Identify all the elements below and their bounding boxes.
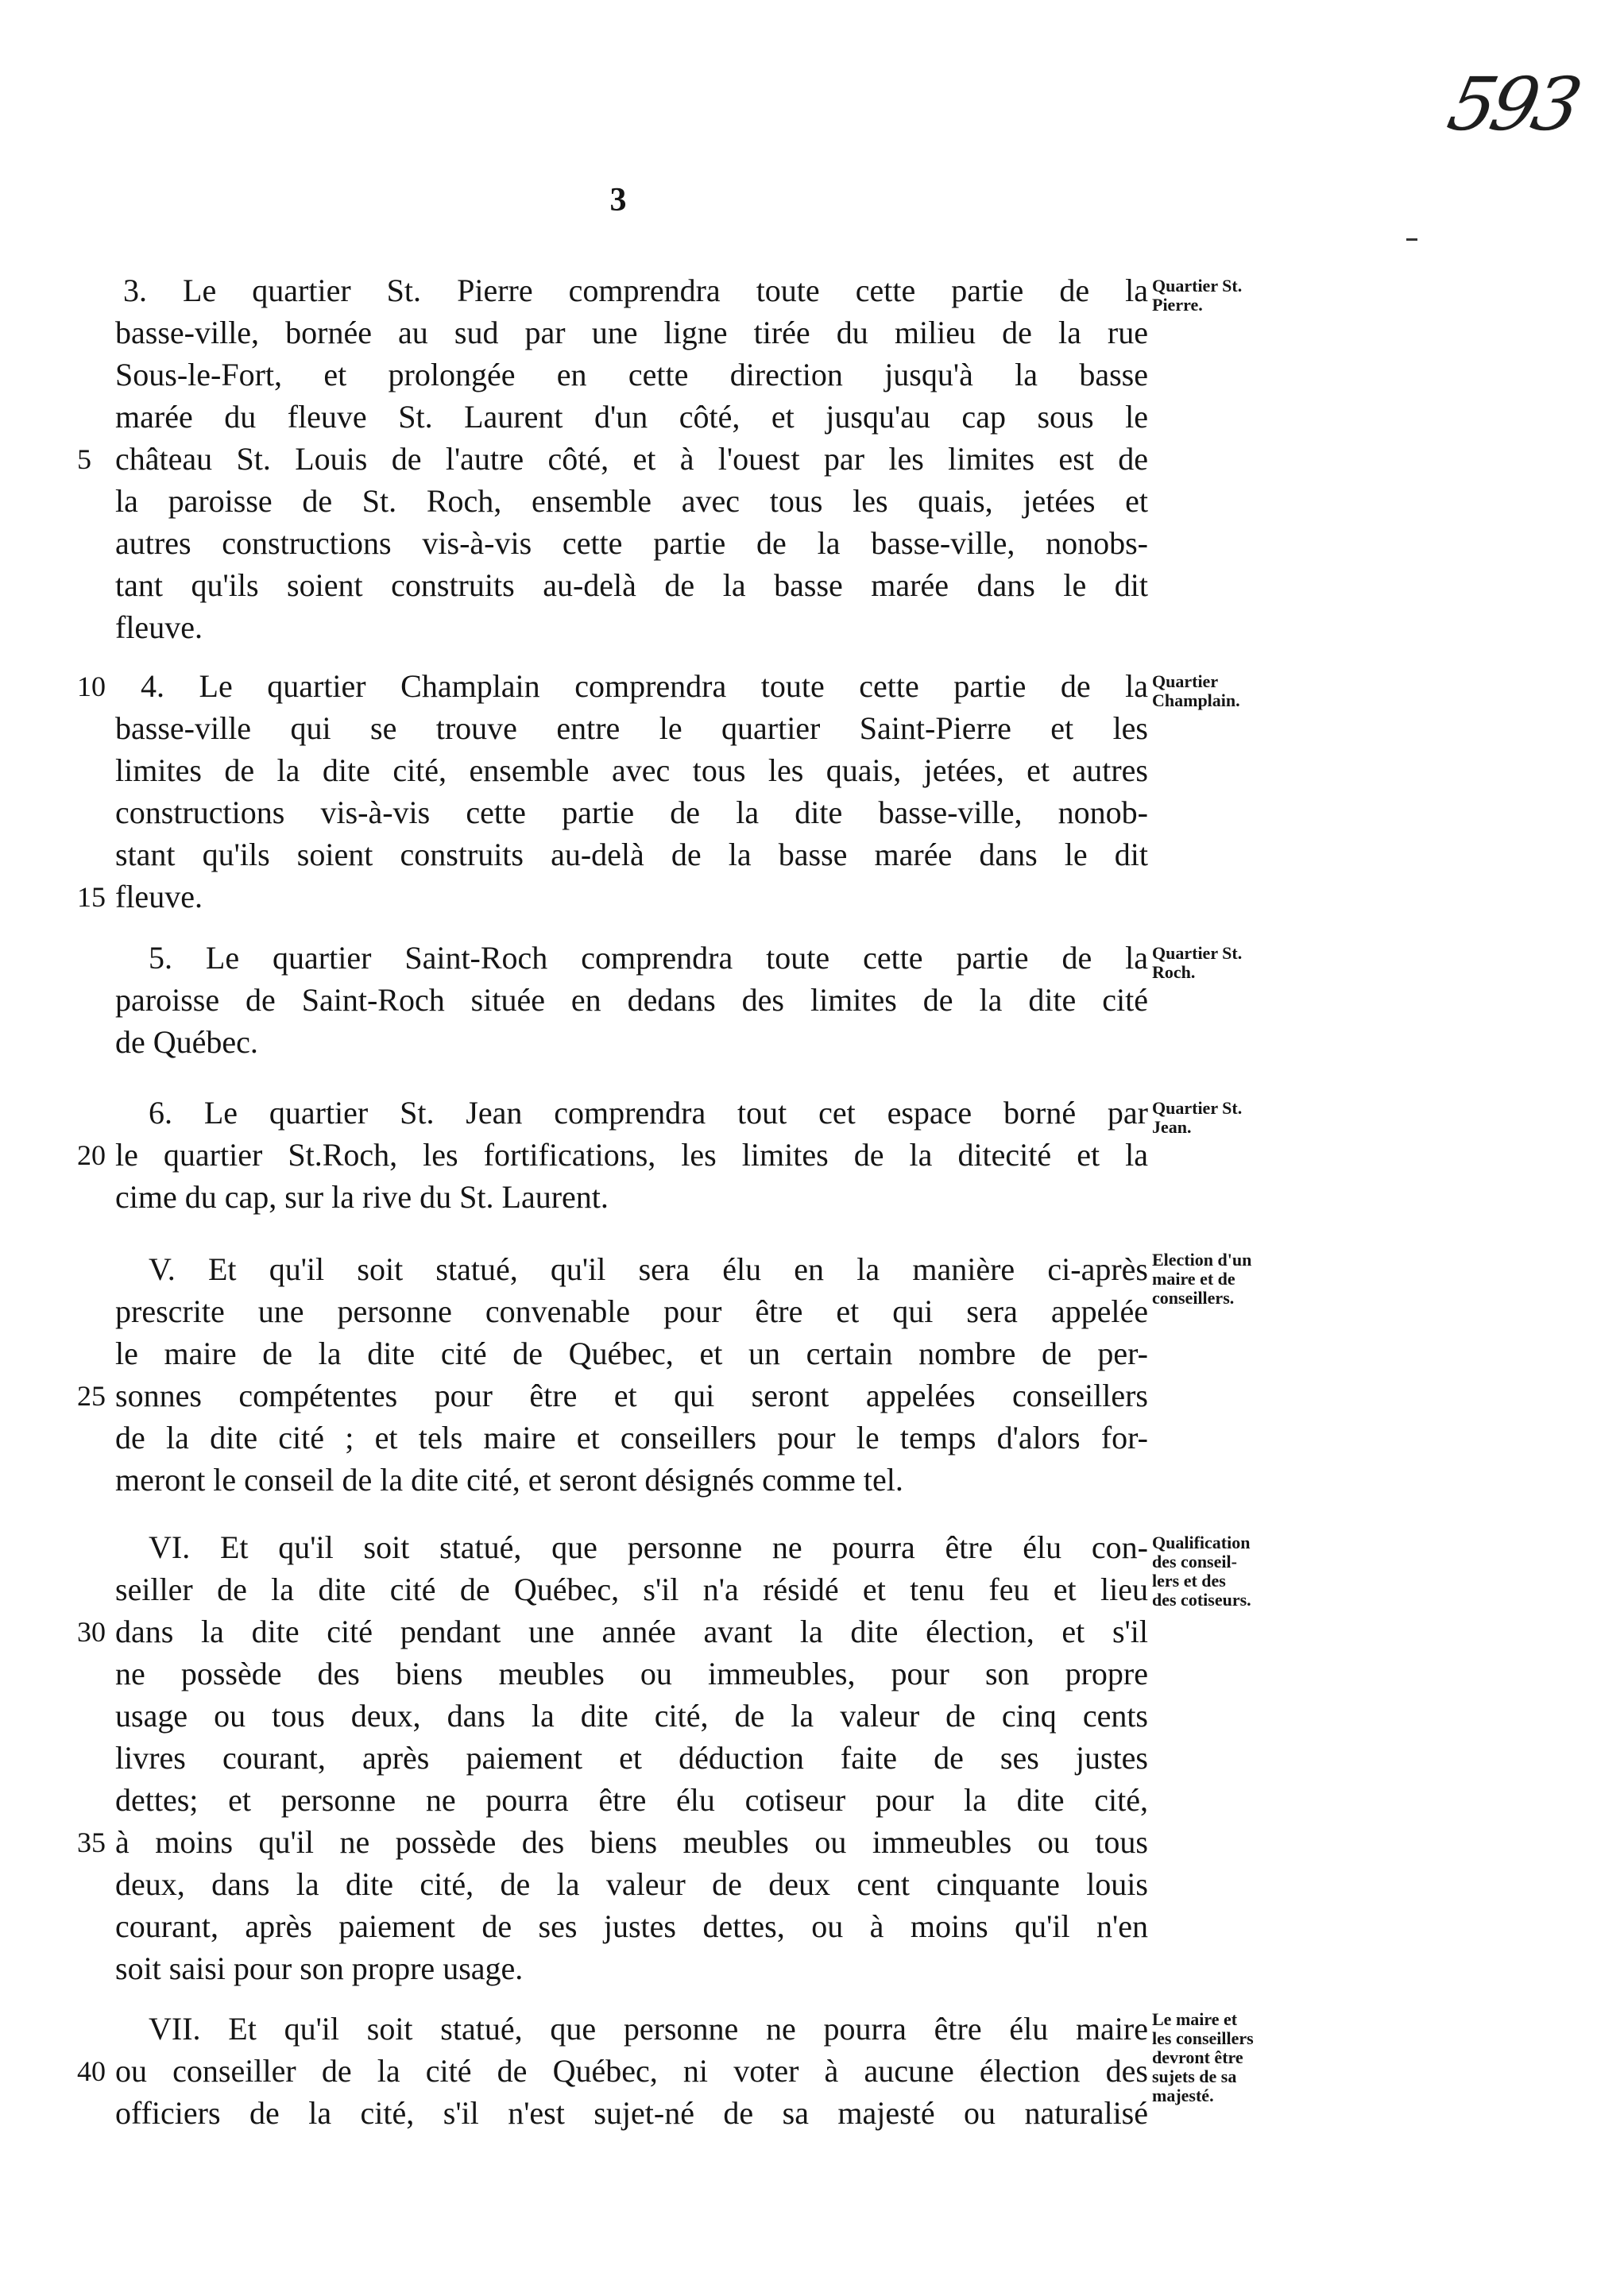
margin-tick bbox=[1406, 238, 1417, 241]
text-line: sonnes compétentes pour être et qui seront appelées conseillers bbox=[115, 1378, 1148, 1413]
text-line: de Québec. bbox=[115, 1024, 258, 1060]
text-line: seiller de la dite cité de Québec, s'il n'a résidé et tenu feu et lieu bbox=[115, 1571, 1148, 1607]
line-number: 40 bbox=[77, 2055, 106, 2087]
text-line: constructions vis-à-vis cette partie de la dite basse-ville, nonob- bbox=[115, 794, 1148, 830]
text-line: 3. Le quartier St. Pierre comprendra toute cette partie de la bbox=[123, 273, 1148, 308]
text-line: le maire de la dite cité de Québec, et un certain nombre de per- bbox=[115, 1336, 1148, 1371]
text-line: limites de la dite cité, ensemble avec tous les quais, jetées, et autres bbox=[115, 752, 1148, 788]
margin-note-sujets-majeste: Le maire et les conseillers devront être sujets de sa majesté. bbox=[1152, 2009, 1254, 2105]
text-line: marée du fleuve St. Laurent d'un côté, et jusqu'au cap sous le bbox=[115, 399, 1148, 435]
text-line: autres constructions vis-à-vis cette partie de la basse-ville, nonobs- bbox=[115, 525, 1148, 561]
text-line: château St. Louis de l'autre côté, et à l'ouest par les limites est de bbox=[115, 441, 1148, 477]
line-number: 10 bbox=[77, 671, 106, 702]
text-line: courant, après paiement de ses justes dettes, ou à moins qu'il n'en bbox=[115, 1908, 1148, 1944]
text-line: à moins qu'il ne possède des biens meubles ou immeubles ou tous bbox=[115, 1824, 1148, 1860]
text-line: basse-ville, bornée au sud par une ligne tirée du milieu de la rue bbox=[115, 315, 1148, 350]
text-line: paroisse de Saint-Roch située en dedans des limites de la dite cité bbox=[115, 982, 1148, 1018]
margin-note-quartier-st-jean: Quartier St. Jean. bbox=[1152, 1098, 1243, 1137]
text-line: prescrite une personne convenable pour être et qui sera appelée bbox=[115, 1293, 1148, 1329]
margin-note-qualification: Qualification des conseil- lers et des des cotiseurs. bbox=[1152, 1533, 1251, 1610]
line-number: 15 bbox=[77, 881, 106, 913]
line-number: 20 bbox=[77, 1139, 106, 1171]
text-line: officiers de la cité, s'il n'est sujet-né de sa majesté ou naturalisé bbox=[115, 2095, 1148, 2131]
text-line: deux, dans la dite cité, de la valeur de deux cent cinquante louis bbox=[115, 1866, 1148, 1902]
text-line: livres courant, après paiement et déduction faite de ses justes bbox=[115, 1740, 1148, 1776]
margin-note-quartier-st-pierre: Quartier St. Pierre. bbox=[1152, 276, 1243, 315]
text-line: fleuve. bbox=[115, 609, 203, 645]
text-line: dans la dite cité pendant une année avant la dite élection, et s'il bbox=[115, 1614, 1148, 1649]
margin-note-quartier-saint-roch: Quartier St. Roch. bbox=[1152, 943, 1243, 982]
text-line: meront le conseil de la dite cité, et seront désignés comme tel. bbox=[115, 1462, 903, 1498]
text-line: stant qu'ils soient construits au-delà de la basse marée dans le dit bbox=[115, 837, 1148, 872]
text-line: 4. Le quartier Champlain comprendra toute cette partie de la bbox=[141, 668, 1148, 704]
margin-note-election-maire: Election d'un maire et de conseillers. bbox=[1152, 1250, 1252, 1308]
text-line: fleuve. bbox=[115, 879, 203, 914]
page-number: 3 bbox=[609, 182, 627, 218]
handwritten-folio-number: 593 bbox=[1440, 62, 1584, 147]
text-line: Sous-le-Fort, et prolongée en cette direction jusqu'à la basse bbox=[115, 357, 1148, 392]
line-number: 35 bbox=[77, 1827, 106, 1858]
line-number: 25 bbox=[77, 1380, 106, 1412]
text-line: usage ou tous deux, dans la dite cité, de la valeur de cinq cents bbox=[115, 1698, 1148, 1734]
text-line: VII. Et qu'il soit statué, que personne ne pourra être élu maire bbox=[149, 2011, 1148, 2047]
text-line: basse-ville qui se trouve entre le quartier Saint-Pierre et les bbox=[115, 710, 1148, 746]
text-line: la paroisse de St. Roch, ensemble avec tous les quais, jetées et bbox=[115, 483, 1148, 519]
text-line: VI. Et qu'il soit statué, que personne ne pourra être élu con- bbox=[149, 1529, 1148, 1565]
text-line: dettes; et personne ne pourra être élu cotiseur pour la dite cité, bbox=[115, 1782, 1148, 1818]
text-line: de la dite cité ; et tels maire et conseillers pour le temps d'alors for- bbox=[115, 1420, 1148, 1456]
line-number: 5 bbox=[77, 443, 91, 475]
text-line: cime du cap, sur la rive du St. Laurent. bbox=[115, 1179, 609, 1215]
text-line: ne possède des biens meubles ou immeubles, pour son propre bbox=[115, 1656, 1148, 1691]
text-line: 5. Le quartier Saint-Roch comprendra toute cette partie de la bbox=[149, 940, 1148, 976]
line-number: 30 bbox=[77, 1616, 106, 1648]
text-line: ou conseiller de la cité de Québec, ni voter à aucune élection des bbox=[115, 2053, 1148, 2089]
margin-note-quartier-champlain: Quartier Champlain. bbox=[1152, 671, 1240, 710]
text-line: 6. Le quartier St. Jean comprendra tout cet espace borné par bbox=[149, 1095, 1148, 1131]
text-line: tant qu'ils soient construits au-delà de la basse marée dans le dit bbox=[115, 567, 1148, 603]
text-line: V. Et qu'il soit statué, qu'il sera élu en la manière ci-après bbox=[149, 1251, 1148, 1287]
text-line: soit saisi pour son propre usage. bbox=[115, 1950, 524, 1986]
text-line: le quartier St.Roch, les fortifications, les limites de la ditecité et la bbox=[115, 1137, 1148, 1173]
